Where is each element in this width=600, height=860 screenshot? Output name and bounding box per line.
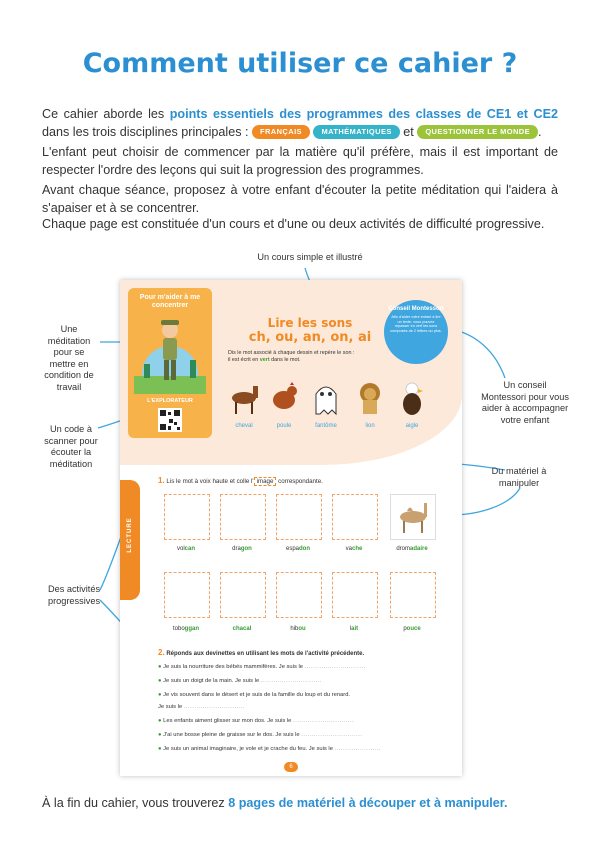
meditation-title: Pour m'aider à me concentrer [139, 294, 201, 309]
image-slot[interactable] [164, 494, 210, 540]
riddle-line: ● Je vis souvent dans le désert et je suis de la famille du loup et du renard. [158, 692, 351, 698]
callout-conseil: Un conseil Montessori pour vous aider à accompagner votre enfant [481, 380, 569, 425]
intro-paragraph-2: L'enfant peut choisir de commencer par la matière qu'il préfère, mais il est important de respecter l'ordre des leçons qui suit la progression des programmes. [42, 145, 558, 177]
lesson-title: Lire les sons ch, ou, an, on, ai [248, 316, 372, 345]
explorer-illustration [134, 314, 206, 394]
word-label: dromadaire [396, 546, 428, 552]
word-label: toboggan [172, 626, 200, 632]
camel-icon [391, 495, 435, 539]
intro-paragraph-1: Ce cahier aborde les points essentiels des programmes des classes de CE1 et CE2 dans les trois disciplines principales : FRANÇAIS MATHÉMATIQUES et QUESTIONNER LE MONDE . [42, 107, 558, 139]
word-label: volcan [176, 546, 195, 552]
image-slot[interactable] [390, 572, 436, 618]
pill-francais: FRANÇAIS [252, 125, 310, 139]
animal-aigle: aigle [392, 380, 432, 429]
intro-paragraph-3: Avant chaque séance, proposez à votre enfant d'écouter la petite méditation qui l'aidera à s'apaiser et à se concentrer. [42, 183, 558, 215]
callout-meditation: Une méditation pour se mettre en condition de travail [44, 324, 94, 392]
image-slot[interactable] [332, 572, 378, 618]
animal-fantome: fantôme [306, 380, 346, 429]
eagle-icon [392, 380, 432, 416]
word-label: hibou [290, 626, 306, 632]
riddle-line[interactable]: Je suis le ............................. [158, 704, 246, 710]
image-slot[interactable] [276, 572, 322, 618]
pill-mathematiques: MATHÉMATIQUES [313, 125, 399, 139]
image-slot-filled[interactable] [390, 494, 436, 540]
word-label: dragon [232, 546, 252, 552]
riddle-line[interactable]: ● Je suis un doigt de la main. Je suis le ............................. [158, 678, 323, 684]
image-slot[interactable] [332, 494, 378, 540]
animal-poule: poule [264, 380, 304, 429]
word-label: espadon [285, 546, 310, 552]
callout-activites: Des activités progressives [47, 584, 101, 606]
word-label: chacal [232, 626, 252, 632]
meditation-panel [128, 288, 212, 438]
word-label: vache [345, 546, 363, 552]
page-number: 6 [284, 762, 298, 772]
riddle-line[interactable]: ● J'ai une bosse pleine de graisse sur le dos. Je suis le ............................. [158, 732, 363, 738]
hen-icon [264, 380, 304, 416]
intro-paragraph-4: Chaque page est constituée d'un cours et d'une ou deux activités de difficulté progressive. [42, 217, 545, 231]
riddle-line[interactable]: ● Les enfants aiment glisser sur mon dos. Je suis le ............................. [158, 718, 355, 724]
arrow-conseil [455, 330, 505, 378]
meditation-caption: L'EXPLORATEUR [147, 398, 193, 404]
riddle-line[interactable]: ● Je suis la nourriture des bébés mammifères. Je suis le ............................. [158, 664, 366, 670]
page-title: Comment utiliser ce cahier ? [82, 48, 518, 79]
conseil-montessori-badge: Conseil Montessori Afin d'aider votre enfant à lire un texte, vous pouvez repasser en vert les sons composés de 2 lettres ou plus. [384, 300, 448, 364]
sample-page [120, 280, 462, 776]
callout-code: Un code à scanner pour écouter la méditation [44, 424, 98, 469]
word-label: pouce [403, 626, 421, 632]
callout-materiel: Du matériel à manipuler [491, 466, 547, 488]
ghost-icon [306, 380, 346, 416]
footer-note: À la fin du cahier, vous trouverez 8 pages de matériel à découper et à manipuler. [42, 796, 508, 810]
lesson-instruction: Dis le mot associé à chaque dessin et repère le son : il est écrit en vert dans le mot. [228, 350, 355, 363]
word-label: lait [349, 626, 359, 632]
exercise-2-instruction: 2. Réponds aux devinettes en utilisant les mots de l'activité précédente. [158, 648, 365, 657]
callout-cours: Un cours simple et illustré [257, 252, 363, 262]
riddle-line[interactable]: ● Je suis un animal imaginaire, je vole et je crache du feu. Je suis le ...................... [158, 746, 382, 752]
animal-lion: lion [350, 380, 390, 429]
image-slot[interactable] [276, 494, 322, 540]
qr-code-icon[interactable] [158, 408, 182, 432]
lion-icon [350, 380, 390, 416]
image-slot[interactable] [220, 572, 266, 618]
animal-cheval: cheval [224, 380, 264, 429]
image-slot[interactable] [220, 494, 266, 540]
image-slot[interactable] [164, 572, 210, 618]
pill-questionner-le-monde: QUESTIONNER LE MONDE [417, 125, 538, 139]
exercise-1-instruction: 1. Lis le mot à voix haute et colle l' image correspondante. [158, 476, 323, 485]
side-tab-lecture: LECTURE [120, 480, 140, 600]
horse-icon [224, 380, 264, 416]
